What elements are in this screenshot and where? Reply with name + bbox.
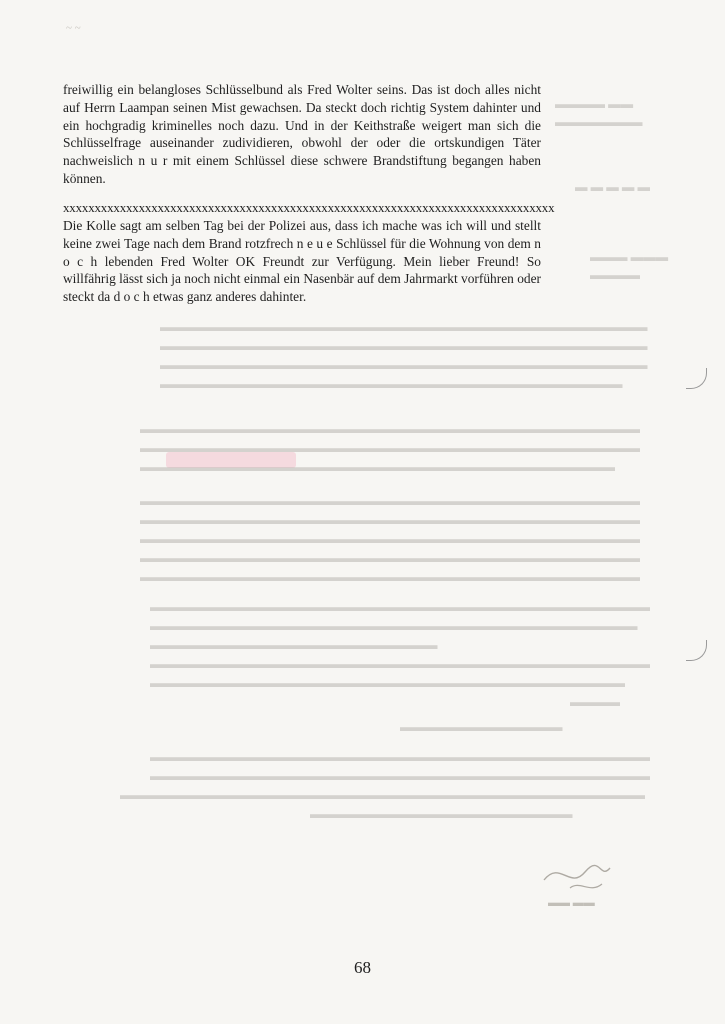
show-through-block: ▬▬▬▬▬▬▬▬▬▬▬▬▬▬▬▬▬▬▬▬▬▬▬▬▬▬▬▬▬▬▬▬▬▬▬▬▬▬▬▬ bbox=[150, 600, 650, 614]
show-through-block: ▬▬▬▬▬▬▬▬▬▬▬▬▬▬▬▬▬▬▬▬▬▬▬▬▬▬▬▬▬▬▬▬▬▬▬▬▬▬▬▬ bbox=[150, 769, 650, 783]
punch-hole-mark bbox=[686, 640, 707, 661]
show-through-block: ▬▬▬▬▬▬▬▬▬▬▬▬▬▬▬▬▬▬▬▬▬▬▬▬▬▬▬▬▬▬▬▬▬▬▬▬▬▬▬ bbox=[160, 358, 648, 372]
show-through-block: ▬▬▬ ▬▬▬ bbox=[590, 250, 669, 264]
punch-hole-mark bbox=[686, 368, 707, 389]
show-through-block: ▬▬▬▬▬▬▬▬▬▬▬▬▬▬▬▬▬▬▬▬▬▬▬▬▬▬▬▬▬▬▬▬▬▬▬▬▬▬▬▬ bbox=[150, 750, 650, 764]
show-through-block: ▬▬▬▬▬▬▬▬▬▬▬▬▬▬▬▬▬▬▬▬▬▬▬▬▬▬▬▬▬▬▬▬▬▬▬▬▬▬ bbox=[150, 676, 625, 690]
show-through-block: ▬▬▬▬▬▬▬▬▬▬▬▬▬▬▬▬▬▬▬▬▬▬▬▬▬▬▬▬▬▬▬▬▬▬▬▬▬▬▬▬ bbox=[140, 494, 640, 508]
paragraph-1: freiwillig ein belangloses Schlüsselbund als Fred Wolter seins. Das ist doch alles nicht auf Herrn Laampan seinen Mist gewachsen. Da steckt doch richtig System dahinter und ein hochgradig kriminelles noch dazu. Und in der Keithstraße weigert man sich die Schlüsselfrage auseinander zudividieren, obwohl der oder die ortskundigen Täter nachweislich n u r mit einem Schlüssel diese schwere Brandstiftung begangen haben können. bbox=[63, 82, 541, 186]
page-number: 68 bbox=[354, 958, 371, 977]
svg-text:▬▬ ▬▬: ▬▬ ▬▬ bbox=[548, 897, 595, 909]
show-through-block: ▬▬▬▬▬▬▬▬▬▬▬▬▬▬▬▬▬▬▬▬▬▬▬▬▬▬▬▬▬▬▬▬▬▬▬▬▬▬▬▬ bbox=[140, 551, 640, 565]
show-through-block: ▬▬▬▬▬▬▬▬▬▬▬▬▬▬▬▬▬▬▬▬▬▬▬▬▬▬▬▬▬▬▬▬▬▬▬▬▬▬▬▬ bbox=[140, 532, 640, 546]
show-through-block: ▬▬▬▬▬▬▬▬▬▬▬▬▬ bbox=[400, 720, 563, 734]
show-through-block: ▬▬▬▬▬▬▬▬▬▬▬▬▬▬▬▬▬▬▬▬▬▬▬▬▬▬▬▬▬▬▬▬▬▬▬▬▬▬▬▬ bbox=[150, 657, 650, 671]
show-through-block: ▬ ▬ ▬ ▬ ▬ bbox=[575, 180, 650, 194]
show-through-block: ▬▬▬▬▬▬▬▬▬▬▬▬▬▬▬▬▬▬▬▬▬▬▬▬▬▬▬▬▬▬▬▬▬▬▬▬▬▬▬▬ bbox=[140, 570, 640, 584]
show-through-block: ▬▬▬▬▬▬▬▬▬▬▬▬▬▬▬▬▬▬▬▬▬▬▬▬▬▬▬▬▬▬▬▬▬▬▬▬▬▬▬ bbox=[160, 339, 648, 353]
pencil-mark: ~ ~ bbox=[66, 22, 81, 34]
show-through-block: ▬▬▬▬▬▬▬▬▬▬▬▬▬▬▬▬▬▬▬▬▬▬▬▬▬▬▬▬▬▬▬▬▬▬▬▬▬▬▬▬▬▬ bbox=[120, 788, 645, 802]
paragraph-2: Die Kolle sagt am selben Tag bei der Polizei aus, dass ich mache was ich will und stellt keine zwei Tage nach dem Brand rotzfrech n e u e Schlüssel für die Wohnung von dem n o c h lebenden Fred Wolter OK Freundt zur Verfügung. Mein lieber Freund! So willfährig lässt sich ja noch nicht einmal ein Nasenbär auf dem Jahrmarkt vorführen oder steckt da d o c h etwas ganz anderes dahinter. bbox=[63, 218, 541, 305]
signature bbox=[540, 850, 620, 910]
show-through-block: ▬▬▬▬▬▬▬▬▬▬▬▬▬▬▬▬▬▬▬▬▬▬▬▬▬▬▬▬▬▬▬▬▬▬▬▬▬▬▬▬ bbox=[140, 422, 640, 436]
show-through-block: ▬▬▬▬▬▬▬▬▬▬▬▬▬▬▬▬▬▬▬▬▬▬▬▬▬▬▬▬▬▬▬▬▬▬▬▬▬▬▬▬ bbox=[140, 513, 640, 527]
show-through-block: ▬▬▬▬▬▬▬▬▬▬▬▬▬▬▬▬▬▬▬▬▬ bbox=[310, 807, 573, 821]
separator-line: xxxxxxxxxxxxxxxxxxxxxxxxxxxxxxxxxxxxxxxxxxxxxxxxxxxxxxxxxxxxxxxxxxxxxxxxxxxxxx bbox=[63, 200, 555, 215]
show-through-block: ▬▬▬▬ ▬▬ bbox=[555, 97, 634, 111]
show-through-block: ▬▬▬▬▬▬▬▬▬▬▬▬▬▬▬▬▬▬▬▬▬▬▬▬▬▬▬▬▬▬▬▬▬▬▬▬▬▬▬ bbox=[160, 320, 648, 334]
show-through-block: ▬▬▬▬▬▬▬▬▬▬▬▬▬▬▬▬▬▬▬▬▬▬▬▬▬▬▬▬▬▬▬▬▬▬▬▬▬ bbox=[160, 377, 623, 391]
show-through-block: ▬▬▬▬▬▬▬▬▬▬▬▬▬▬▬▬▬▬▬▬▬▬▬▬▬▬▬▬▬▬▬▬▬▬▬▬▬▬▬▬ bbox=[140, 441, 640, 455]
show-through-block: ▬▬▬▬ bbox=[590, 268, 640, 282]
show-through-block: ▬▬▬▬▬▬▬▬▬▬▬▬▬▬▬▬▬▬▬▬▬▬▬▬▬▬▬▬▬▬▬▬▬▬▬▬▬▬▬ bbox=[150, 619, 638, 633]
show-through-block: ▬▬▬▬▬▬▬▬▬▬▬▬▬▬▬▬▬▬▬▬▬▬▬ bbox=[150, 638, 438, 652]
show-through-block: ▬▬▬▬▬▬▬▬▬▬▬▬▬▬▬▬▬▬▬▬▬▬▬▬▬▬▬▬▬▬▬▬▬▬▬▬▬▬ bbox=[140, 460, 615, 474]
show-through-block: ▬▬▬▬▬▬▬ bbox=[555, 115, 643, 129]
show-through-block: ▬▬▬▬ bbox=[570, 695, 620, 709]
